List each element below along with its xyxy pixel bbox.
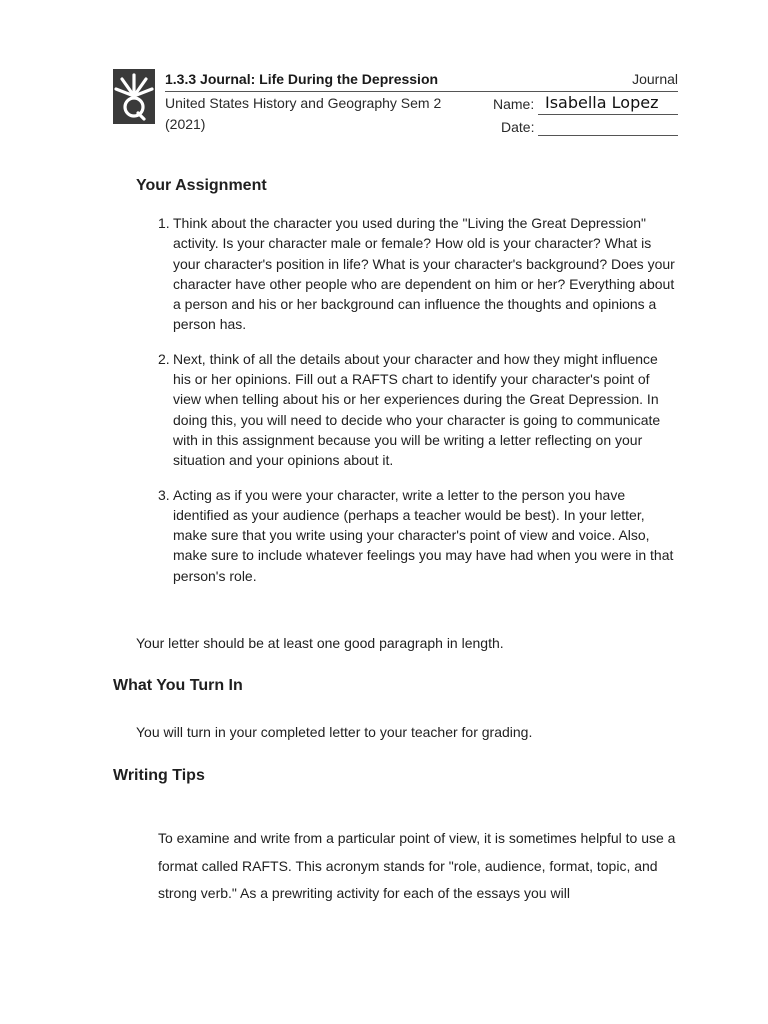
step-number: 3. bbox=[158, 486, 170, 503]
step-text: Acting as if you were your character, write a letter to the person you have identified as your audience (perhaps a teacher would be best). In your letter, make sure that you write using your character's point of view and voice. Also, make sure to include whatever feelings you may have had when you were in that person's role. bbox=[173, 486, 674, 584]
course-name: United States History and Geography Sem 2 (2021) bbox=[165, 95, 442, 132]
your-assignment-heading: Your Assignment bbox=[136, 177, 267, 194]
step-text: Think about the character you used during the "Living the Great Depression" activity. Is your character male or female? How old is your character? What is your character's position in life? What is your character's background? Does your character have other people who are dependent on him or her? Everything about a person and his or her background can influence the thoughts and opinions a person has. bbox=[173, 215, 675, 333]
name-field-underline bbox=[538, 114, 678, 115]
document-type-label: Journal bbox=[632, 71, 678, 87]
writing-tips-heading: Writing Tips bbox=[113, 767, 205, 784]
assignment-step bbox=[158, 349, 678, 471]
name-label: Name: bbox=[493, 96, 535, 112]
assignment-step bbox=[158, 213, 678, 335]
sunburst-logo-icon bbox=[113, 69, 155, 124]
header-divider bbox=[165, 91, 678, 92]
turn-in-text: You will turn in your completed letter to your teacher for grading. bbox=[136, 724, 533, 740]
document-title: 1.3.3 Journal: Life During the Depression bbox=[165, 71, 439, 87]
date-label: Date: bbox=[501, 119, 535, 135]
assignment-steps-list bbox=[158, 213, 678, 600]
name-field[interactable]: Isabella Lopez bbox=[545, 93, 659, 112]
step-number: 1. bbox=[158, 215, 170, 231]
letter-length-note: Your letter should be at least one good paragraph in length. bbox=[136, 635, 504, 651]
writing-tips-text: To examine and write from a particular point of view, it is sometimes helpful to use a format called RAFTS. This acronym stands for "role, audience, format, topic, and strong verb." As a prewriting activity for each of the essays you will bbox=[158, 830, 676, 901]
assignment-step bbox=[158, 485, 678, 586]
what-you-turn-in-heading: What You Turn In bbox=[113, 677, 243, 694]
date-field[interactable] bbox=[538, 135, 678, 136]
step-text: Next, think of all the details about your character and how they might influence his or her opinions. Fill out a RAFTS chart to identify your character's point of view when telling about his or her experiences during the Great Depression. In doing this, you will need to decide who your character is going to communicate with in this assignment because you will be writing a letter reflecting on your situation and your opinions about it. bbox=[173, 350, 661, 469]
step-number: 2. bbox=[158, 350, 170, 367]
